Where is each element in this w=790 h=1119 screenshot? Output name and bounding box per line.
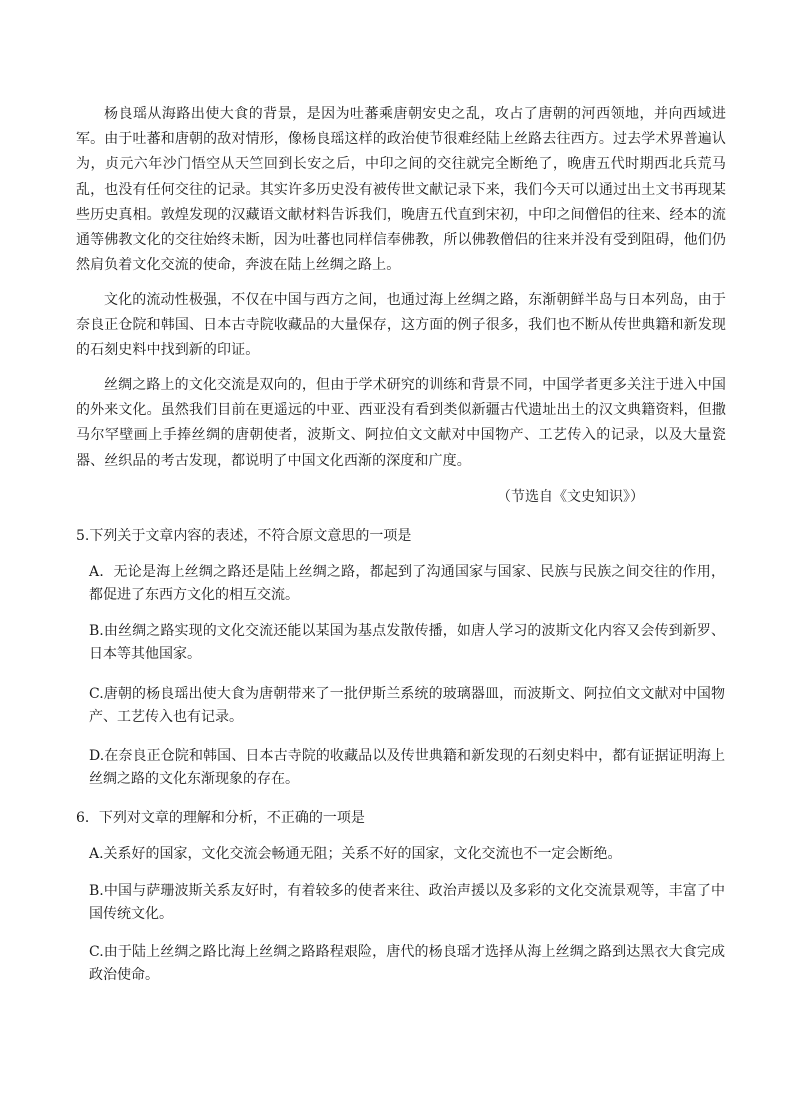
question-5-stem: 5.下列关于文章内容的表述，不符合原文意思的一项是 bbox=[76, 528, 412, 544]
question-5-option-c: C.唐朝的杨良瑶出使大食为唐朝带来了一批伊斯兰系统的玻璃器皿，而波斯文、阿拉伯文文献对中国物产、工艺传入也有记录。 bbox=[89, 686, 725, 725]
question-5-option-b: B.由丝绸之路实现的文化交流还能以某国为基点发散传播，如唐人学习的波斯文化内容又会传到新罗、日本等其他国家。 bbox=[89, 623, 725, 662]
question-6-option-c: C.由于陆上丝绸之路比海上丝绸之路路程艰险，唐代的杨良瑶才选择从海上丝绸之路到达黑衣大食完成政治使命。 bbox=[89, 944, 725, 983]
question-6-option-b: B.中国与萨珊波斯关系友好时，有着较多的使者来往、政治声援以及多彩的文化交流景观等，丰富了中国传统文化。 bbox=[89, 883, 725, 922]
passage-paragraph: 文化的流动性极强，不仅在中国与西方之间，也通过海上丝绸之路，东渐朝鲜半岛与日本列岛，由于奈良正仓院和韩国、日本古寺院收藏品的大量保存，这方面的例子很多，我们也不断从传世典籍和新发现的石刻史料中找到新的印证。 bbox=[76, 292, 726, 359]
question-6-option-a: A.关系好的国家，文化交流会畅通无阻；关系不好的国家，文化交流也不一定会断绝。 bbox=[89, 846, 622, 862]
question-5-option-a: A．无论是海上丝绸之路还是陆上丝绸之路，都起到了沟通国家与国家、民族与民族之间交往的作用，都促进了东西方文化的相互交流。 bbox=[89, 564, 725, 603]
passage-paragraph: 杨良瑶从海路出使大食的背景，是因为吐蕃乘唐朝安史之乱，攻占了唐朝的河西领地，并向西域进军。由于吐蕃和唐朝的敌对情形，像杨良瑶这样的政治使节很难经陆上丝路去往西方。过去学术界普遍认为，贞元六年沙门悟空从天竺回到长安之后，中印之间的交往就完全断绝了，晚唐五代时期西北兵荒马乱，也没有任何交往的记录。其实许多历史没有被传世文献记录下来，我们今天可以通过出土文书再现某些历史真相。敦煌发现的汉藏语文献材料告诉我们，晚唐五代直到宋初，中印之间僧侣的往来、经本的流通等佛教文化的交往始终未断，因为吐蕃也同样信奉佛教，所以佛教僧侣的往来并没有受到阻碍，他们仍然肩负着文化交流的使命，奔波在陆上丝绸之路上。 bbox=[76, 106, 726, 274]
question-5-option-d: D.在奈良正仓院和韩国、日本古寺院的收藏品以及传世典籍和新发现的石刻史料中，都有证据证明海上丝绸之路的文化东渐现象的存在。 bbox=[89, 748, 725, 787]
passage-paragraph: 丝绸之路上的文化交流是双向的，但由于学术研究的训练和背景不同，中国学者更多关注于进入中国的外来文化。虽然我们目前在更遥远的中亚、西亚没有看到类似新疆古代遗址出土的汉文典籍资料，但撒马尔罕壁画上手捧丝绸的唐朝使者，波斯文、阿拉伯文文献对中国物产、工艺传入的记录，以及大量瓷器、丝织品的考古发现，都说明了中国文化西渐的深度和广度。 bbox=[76, 377, 726, 469]
passage-source: （节选自《文史知识》） bbox=[497, 489, 644, 505]
question-6-stem: 6．下列对文章的理解和分析，不正确的一项是 bbox=[76, 810, 365, 826]
